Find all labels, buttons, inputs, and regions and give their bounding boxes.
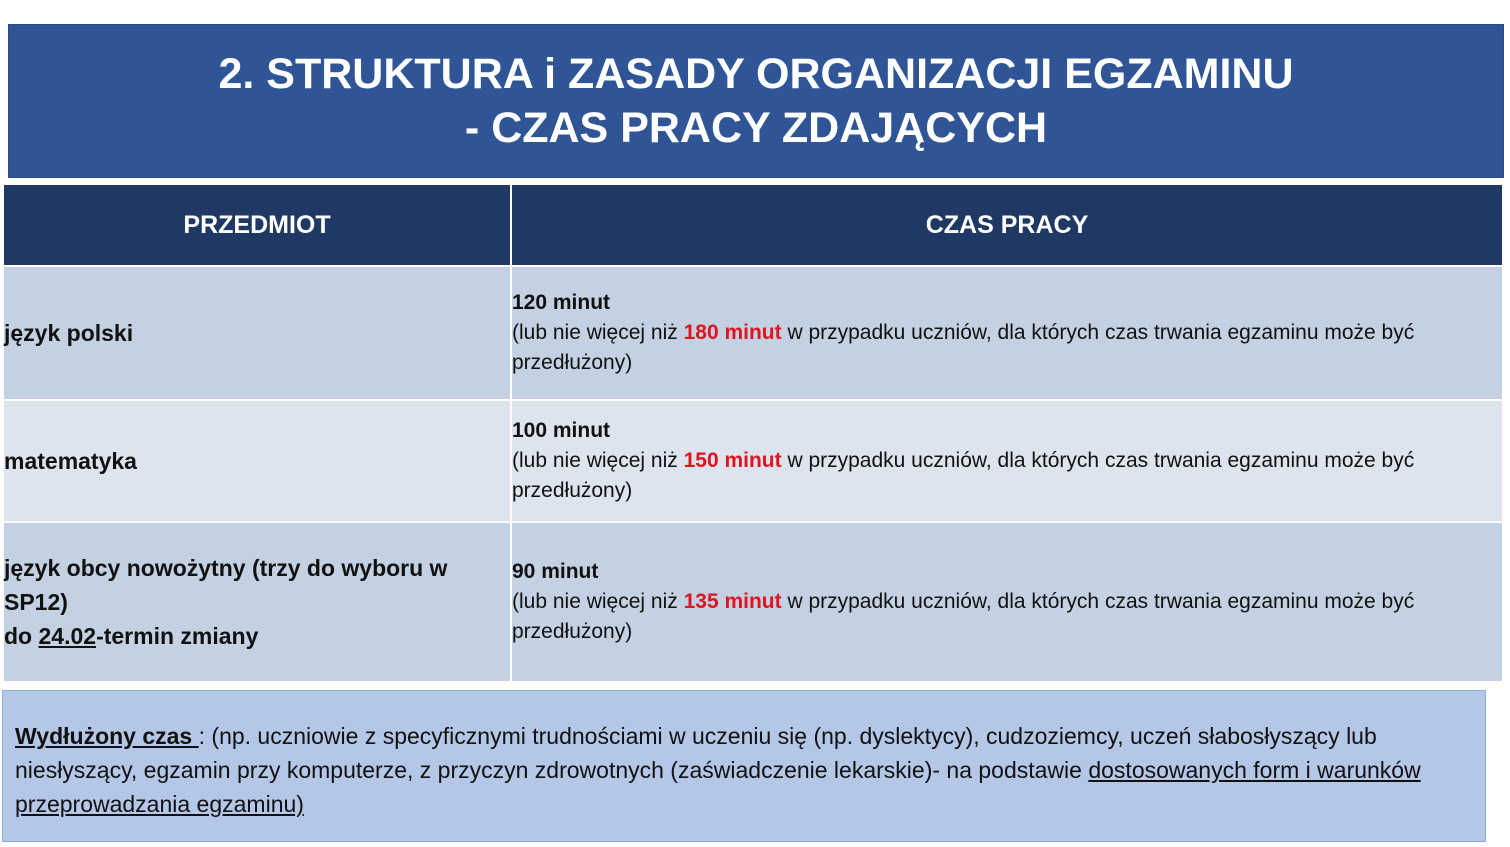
subject-cell — [3, 522, 511, 682]
subject-cell: matematyka — [3, 400, 511, 522]
time-cell — [511, 400, 1503, 522]
title-line-1: 2. STRUKTURA i ZASADY ORGANIZACJI EGZAMINU — [218, 50, 1294, 98]
time-main: 90 minut — [512, 560, 599, 583]
subject-line-2-pre: do — [4, 623, 39, 649]
subject-cell: język polski — [3, 266, 511, 400]
extended-time-note — [2, 690, 1486, 842]
extended-time: 180 minut — [683, 321, 782, 344]
header-time: CZAS PRACY — [511, 184, 1503, 266]
time-detail-pre: (lub nie więcej niż — [512, 590, 684, 613]
time-main: 100 minut — [512, 419, 611, 442]
table-header-row — [3, 184, 1503, 266]
note-link-text: dostosowanych form i warunków przeprowadzania egzaminu) — [15, 757, 1421, 817]
time-detail-post: w przypadku uczniów, dla których czas trwania egzaminu może być przedłużony) — [512, 321, 1415, 374]
table-row — [3, 522, 1503, 682]
exam-time-table — [2, 183, 1504, 683]
time-detail — [512, 446, 1502, 506]
subject-line-2 — [4, 619, 510, 653]
time-cell — [511, 266, 1503, 400]
extended-time: 150 minut — [683, 449, 782, 472]
change-date: 24.02 — [38, 623, 97, 649]
time-detail-pre: (lub nie więcej niż — [512, 321, 684, 344]
subject-line-2-post: -termin zmiany — [96, 623, 259, 649]
table-row — [3, 266, 1503, 400]
extended-time: 135 minut — [683, 590, 782, 613]
time-cell — [511, 522, 1503, 682]
note-text: : (np. uczniowie z specyficznymi trudnościami w uczeniu się (np. dyslektycy), cudzoziemcy, uczeń słabosłyszący lub niesłyszący, egzamin przy komputerze, z przyczyn zdrowotnych (zaświadczenie lekarskie)- na podstawie — [15, 723, 1377, 783]
slide-title — [8, 24, 1504, 178]
time-detail — [512, 587, 1502, 647]
table-row — [3, 400, 1503, 522]
header-subject: PRZEDMIOT — [3, 184, 511, 266]
time-main: 120 minut — [512, 291, 611, 314]
note-label: Wydłużony czas — [15, 723, 199, 749]
title-line-2: - CZAS PRACY ZDAJĄCYCH — [464, 104, 1048, 152]
subject-line-1: język obcy nowożytny (trzy do wyboru w SP12) — [4, 555, 448, 615]
time-detail-post: w przypadku uczniów, dla których czas trwania egzaminu może być przedłużony) — [512, 590, 1415, 643]
time-detail-post: w przypadku uczniów, dla których czas trwania egzaminu może być przedłużony) — [512, 449, 1415, 502]
time-detail-pre: (lub nie więcej niż — [512, 449, 684, 472]
time-detail — [512, 318, 1502, 378]
